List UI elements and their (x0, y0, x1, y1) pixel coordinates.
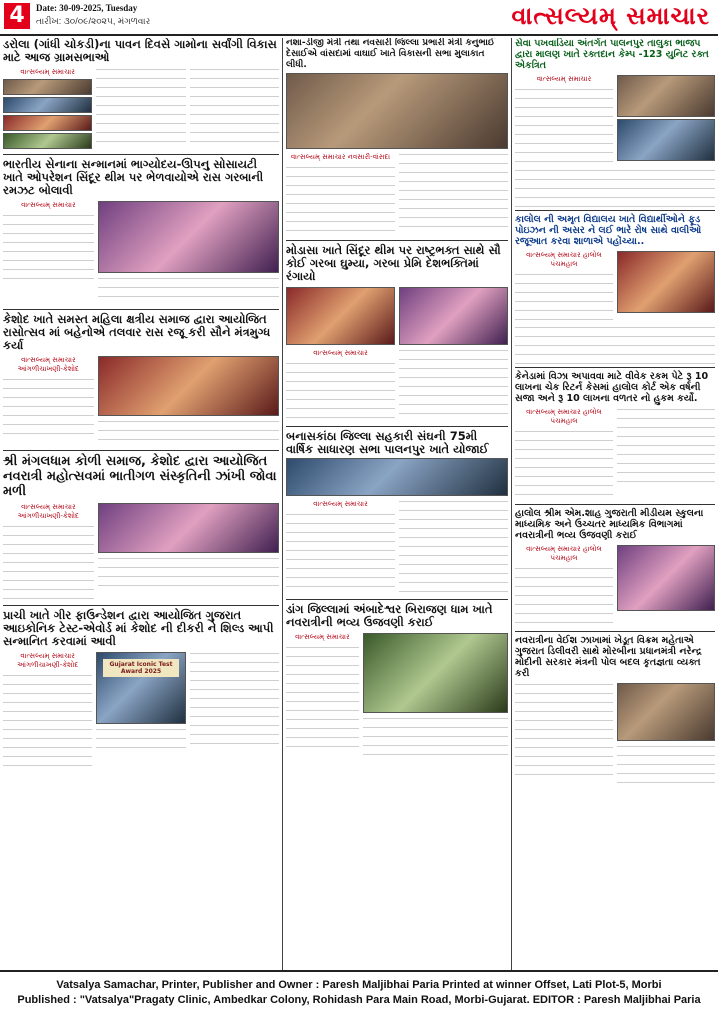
story-11-text (515, 271, 613, 321)
story-12-byline: વાત્સલ્યમ્ સમાચાર હાલોલ પંચમહાલ (526, 408, 602, 425)
story-6-headline: નશા-ડીજી મંત્રી તથા નવસારી જિલ્લા પ્રભારી મંત્રી કનુભાઈ દેસાઈએ વાંસદામાં વાઘાઈ ખાતે વિકાસની સભા મુલાકાત લીધી. (286, 38, 495, 70)
story-9-text (286, 644, 359, 754)
story-4-text (3, 523, 94, 599)
story-13-photo (617, 545, 715, 611)
story-10-text-2 (515, 167, 715, 207)
story-6-byline: વાત્સલ્યમ્ સમાચાર નવસારી-વાંસદા (290, 153, 391, 161)
story-1-headline: ડરોલા (ગાંધી ચોકડી)ના પાવન દિવસે ગામોના સર્વાંગી વિકાસ માટે આજ ગ્રામસભાઓ (3, 38, 277, 64)
story-11 (515, 214, 715, 364)
story-10-byline: વાત્સલ્યમ્ સમાચાર (536, 75, 592, 83)
story-4-headline: શ્રી મંગલધામ કોળી સમાજ, કેશોદ દ્વારા આયોજિત નવરાત્રી મહોત્સવમાં ભાતીગળ સંસ્કૃતિની ઝાંખી જોવા મળી (3, 454, 277, 499)
story-3-text-2 (98, 418, 279, 444)
story-3-photo (98, 356, 279, 416)
story-1-photo-3 (3, 115, 92, 131)
story-14-text-2 (617, 743, 715, 783)
masthead: વાત્સલ્યમ્ સમાચાર (511, 2, 710, 30)
story-1-byline: વાત્સલ્યમ્ સમાચાર (20, 68, 75, 76)
story-10 (515, 38, 715, 207)
right-column (515, 38, 715, 970)
story-3 (3, 313, 279, 447)
story-11-headline: કાલોલ ની અમૃત વિદ્યાલય ખાતે વિદ્યાર્થીઓને ફૂડ પોઇઝન ની અસર ને લઈ ભારે રોષ સાથે વાલીઓ રજૂઆત કરવા શાળાએ પહોંચ્યા.. (515, 214, 702, 247)
story-8-text-2 (399, 498, 508, 592)
page-header (0, 0, 718, 36)
story-5-text-2 (96, 726, 185, 752)
award-banner: Gujarat Iconic Test Award 2025 (103, 659, 178, 677)
story-11-photo (617, 251, 715, 313)
story-8-text (286, 511, 395, 593)
story-4-byline: વાત્સલ્યમ્ સમાચાર આંગળીચાખણી-કેશોદ (17, 503, 79, 520)
left-column (3, 38, 279, 970)
story-13 (515, 508, 715, 628)
story-5-headline: પ્રાચી ખાતે ગીર ફાઉન્ડેશન દ્વારા આયોજિત ગુજરાત આઇકોનિક ટેસ્ટ-એવોર્ડ માં કેશોદ ની દીકરી ને શિલ્ડ આપી સન્માનિત કરવામાં આવી (3, 608, 274, 648)
story-6 (286, 38, 508, 237)
story-8-headline: બનાસકાંઠા જિલ્લા સહકારી સંઘની 75મી વાર્ષિક સાધારણ સભા પાલનપુર ખાતે યોજાઈ (286, 429, 489, 456)
story-3-byline: વાત્સલ્યમ્ સમાચાર આંગળીચાખણી-કેશોદ (17, 356, 79, 373)
story-2-text (3, 212, 94, 282)
story-13-text (515, 565, 613, 625)
story-12 (515, 371, 715, 501)
story-14-text (515, 681, 613, 777)
story-3-text (3, 376, 94, 436)
page-footer (0, 970, 718, 1024)
story-1-photo-1 (3, 79, 92, 95)
story-10-headline: સેવા પખવાડિયા અંતર્ગત પાલનપુર તાલુકા ભાજપ દ્વારા માલણ ખાતે રક્તદાન કેમ્પ -123 યુનિટ રક્ત એકત્રિત (515, 38, 709, 71)
story-7-byline: વાત્સલ્યમ્ સમાચાર (313, 349, 368, 357)
story-2-photo (98, 201, 279, 273)
story-2 (3, 158, 279, 306)
story-1 (3, 38, 279, 151)
story-13-headline: હાલોલ શ્રીમ એમ.શાહ ગુજરાતી મીડીયમ સ્કુલના માધ્યમિક અને ઉચ્ચતર માધ્યમિક વિભાગમાં નવરાત્રીની ભવ્ય ઉજવણી કરાઈ (515, 508, 704, 541)
column-divider (511, 38, 512, 970)
story-9-byline: વાત્સલ્યમ્ સમાચાર (295, 633, 350, 641)
middle-column (286, 38, 508, 970)
story-6-text-2 (399, 151, 508, 231)
story-5-text-3 (190, 650, 279, 746)
story-3-headline: કેશોદ ખાતે સમસ્ત મહિલા ક્ષત્રીય સમાજ દ્વારા આયોજિત રાસોત્સવ માં બહેનોએ તલવાર રાસ રજૂ કરી સૌને મંત્રમુગ્ધ કર્યા (3, 312, 271, 352)
story-7-photo-1 (286, 287, 395, 345)
story-7 (286, 244, 508, 423)
story-7-photo-2 (399, 287, 508, 345)
story-9-text-2 (363, 715, 508, 755)
story-10-text (515, 86, 613, 164)
story-14-headline: નવરાત્રીના વેઈશ ઝાખામાં ખેડૂત વિક્રમ મહેતાએ ગુજરાત ડિલીવરી સાથે મોરબીના પ્રધાનમંત્રી નરેન્દ્ર મોદીની સરકાર મંત્રની પોલ બદલ કૃતજ્ઞતા વ્યક્ત કરી (515, 635, 702, 679)
story-12-headline: કેનેડામાં વિઝા અપાવવા માટે વીવેક રકમ પેટે રૂ 10 લાખના ચેક રિટર્ન કેસમાં હાલોલ કોર્ટ એક વર્ષની સજા અને રૂ 10 લાખના વળતર નો હુકમ કર્યો. (515, 371, 709, 404)
page-number: 4 (4, 3, 30, 29)
footer-printer-line: Vatsalya Samachar, Printer, Publisher and Owner : Paresh Maljibhai Paria Printed at winner Offset, Lati Plot-5, Morbi (56, 979, 662, 991)
story-4-photo (98, 503, 279, 553)
story-5-text (3, 672, 92, 768)
story-9 (286, 603, 508, 758)
story-9-headline: ડાંગ જિલ્લામાં અંબાદેશ્વર બિરાજણ ધામ ખાતે નવરાત્રીની ભવ્ય ઉજવણી કરાઈ (286, 602, 493, 629)
story-10-photo-2 (617, 119, 715, 161)
story-14 (515, 635, 715, 786)
story-6-photo (286, 73, 508, 149)
story-13-byline: વાત્સલ્યમ્ સમાચાર હાલોલ પંચમહાલ (526, 545, 602, 562)
story-11-text-2 (515, 324, 715, 364)
date-english: Date: 30-09-2025, Tuesday (36, 3, 138, 13)
story-5-byline: વાત્સલ્યમ્ સમાચાર આંગળીચાખણી-કેશોદ (17, 652, 79, 669)
story-8 (286, 430, 508, 596)
footer-publisher-line: Published : "Vatsalya"Pragaty Clinic, Ambedkar Colony, Rohidash Para Main Road, Morbi-Gujarat. EDITOR : Paresh Maljibhai Paria (17, 994, 701, 1006)
story-5 (3, 609, 279, 771)
story-4 (3, 454, 279, 602)
story-12-text (515, 428, 613, 498)
story-2-headline: ભારતીય સેનાના સન્માનમાં ભાગ્યોદય-ઊપનુ સોસાયટી ખાતે ઓપરેશન સિંદૂર થીમ પર ભેળવાયોએ રાસ ગરબાની રમઝટ બોલાવી (3, 157, 264, 197)
story-5-photo (96, 652, 185, 724)
story-11-byline: વાત્સલ્યમ્ સમાચાર હાલોલ પંચમહાલ (526, 251, 602, 268)
story-7-text-2 (399, 347, 508, 417)
story-1-text (96, 66, 185, 146)
story-9-photo (363, 633, 508, 713)
story-2-byline: વાત્સલ્યમ્ સમાચાર (21, 201, 76, 209)
date-gujarati: તારીખ: ૩૦/૦૯/૨૦૨૫, મંગળવાર (36, 16, 151, 26)
story-6-text (286, 164, 395, 234)
story-1-text-2 (190, 66, 279, 146)
story-12-text-2 (617, 406, 715, 486)
story-4-text-2 (98, 555, 279, 591)
story-7-text (286, 360, 395, 420)
story-8-byline: વાત્સલ્યમ્ સમાચાર (313, 500, 368, 508)
story-7-headline: મોડાસા ખાતે સિંદૂર થીમ પર રાષ્ટ્રભક્ત સાથે સૌ કોઈ ગરબા ઘુમ્યા, ગરબા પ્રેમિ દેશભક્તિમાં રંગાયો (286, 243, 501, 283)
story-10-photo-1 (617, 75, 715, 117)
column-divider (282, 38, 283, 970)
story-8-photo (286, 458, 508, 496)
story-1-photo-4 (3, 133, 92, 149)
story-1-photo-2 (3, 97, 92, 113)
story-2-text-2 (98, 275, 279, 303)
story-14-photo (617, 683, 715, 741)
